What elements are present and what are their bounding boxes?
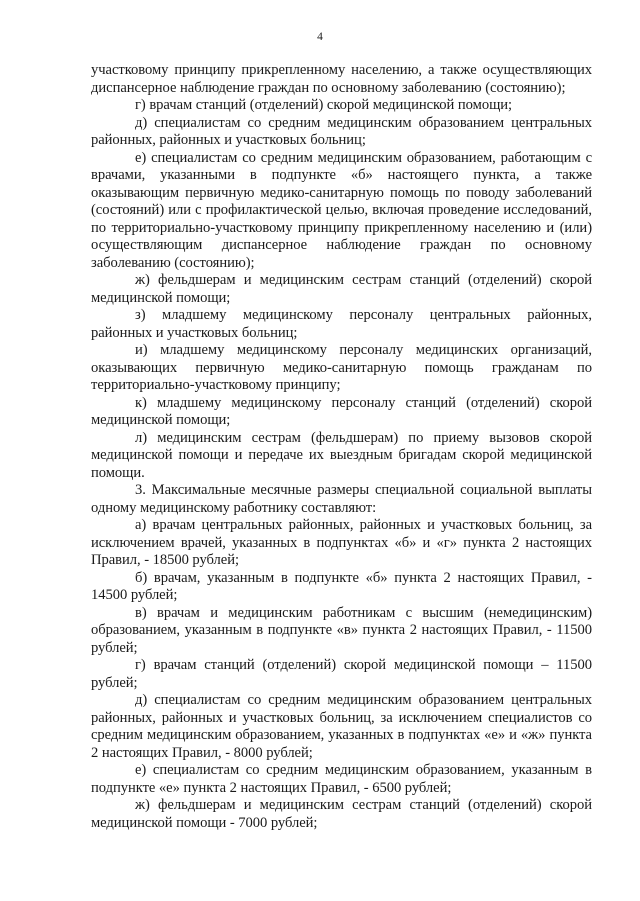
paragraph-item-i: и) младшему медицинскому персоналу медицинских организаций, оказывающих первичную медико-санитарную помощь гражданам по территориально-участковому принципу;	[91, 342, 592, 393]
paragraph-item-d-rates: д) специалистам со средним медицинским образованием центральных районных, районных и участковых больниц, за исключением специалистов со средним медицинским образованием, указанных в подпунктах «е» и «ж» пункта 2 настоящих Правил, - 8000 рублей;	[91, 692, 592, 761]
paragraph-item-g-rates: г) врачам станций (отделений) скорой медицинской помощи – 11500 рублей;	[91, 657, 592, 691]
paragraph-item-a: а) врачам центральных районных, районных и участковых больниц, за исключением врачей, указанных в подпунктах «б» и «г» пункта 2 настоящих Правил, - 18500 рублей;	[91, 517, 592, 568]
paragraph-item-g: г) врачам станций (отделений) скорой медицинской помощи;	[135, 97, 513, 113]
page-number: 4	[317, 31, 323, 43]
paragraph-item-k: к) младшему медицинскому персоналу станций (отделений) скорой медицинской помощи;	[91, 394, 592, 428]
paragraph-item-l: л) медицинским сестрам (фельдшерам) по приему вызовов скорой медицинской помощи и передаче их выездным бригадам скорой медицинской помощи.	[91, 429, 592, 481]
paragraph-item-zh: ж) фельдшерам и медицинским сестрам станций (отделений) скорой медицинской помощи;	[91, 272, 592, 306]
section-3-heading: 3. Максимальные месячные размеры специальной социальной выплаты одному медицинскому работнику составляют:	[91, 482, 592, 516]
paragraph-item-zh-rates: ж) фельдшерам и медицинским сестрам станций (отделений) скорой медицинской помощи - 7000 рублей;	[91, 797, 592, 831]
paragraph-item-e: е) специалистам со средним медицинским образованием, работающим с врачами, указанными в подпункте «б» настоящего пункта, а также оказывающим первичную медико-санитарную помощь по поводу заболеваний (состояний) или с профилактической целью, включая проведение исследований, по территориально-участковому принципу прикрепленному населению и (или) осуществляющим диспансерное наблюдение граждан по основному заболеванию (состоянию);	[91, 149, 592, 271]
paragraph-item-d: д) специалистам со средним медицинским образованием центральных районных, районных и участковых больниц;	[91, 114, 592, 148]
paragraph-item-b: б) врачам, указанным в подпункте «б» пункта 2 настоящих Правил, - 14500 рублей;	[91, 569, 592, 603]
paragraph-continuation: участковому принципу прикрепленному населению, а также осуществляющих диспансерное наблюдение граждан по основному заболеванию (состоянию);	[91, 62, 592, 96]
paragraph-item-z: з) младшему медицинскому персоналу центральных районных, районных и участковых больниц;	[91, 307, 592, 341]
paragraph-item-v: в) врачам и медицинским работникам с высшим (немедицинским) образованием, указанным в подпункте «в» пункта 2 настоящих Правил, - 11500 рублей;	[91, 604, 592, 656]
paragraph-item-e-rates: е) специалистам со средним медицинским образованием, указанным в подпункте «е» пункта 2 настоящих Правил, - 6500 рублей;	[91, 762, 592, 796]
document-body	[91, 62, 592, 832]
